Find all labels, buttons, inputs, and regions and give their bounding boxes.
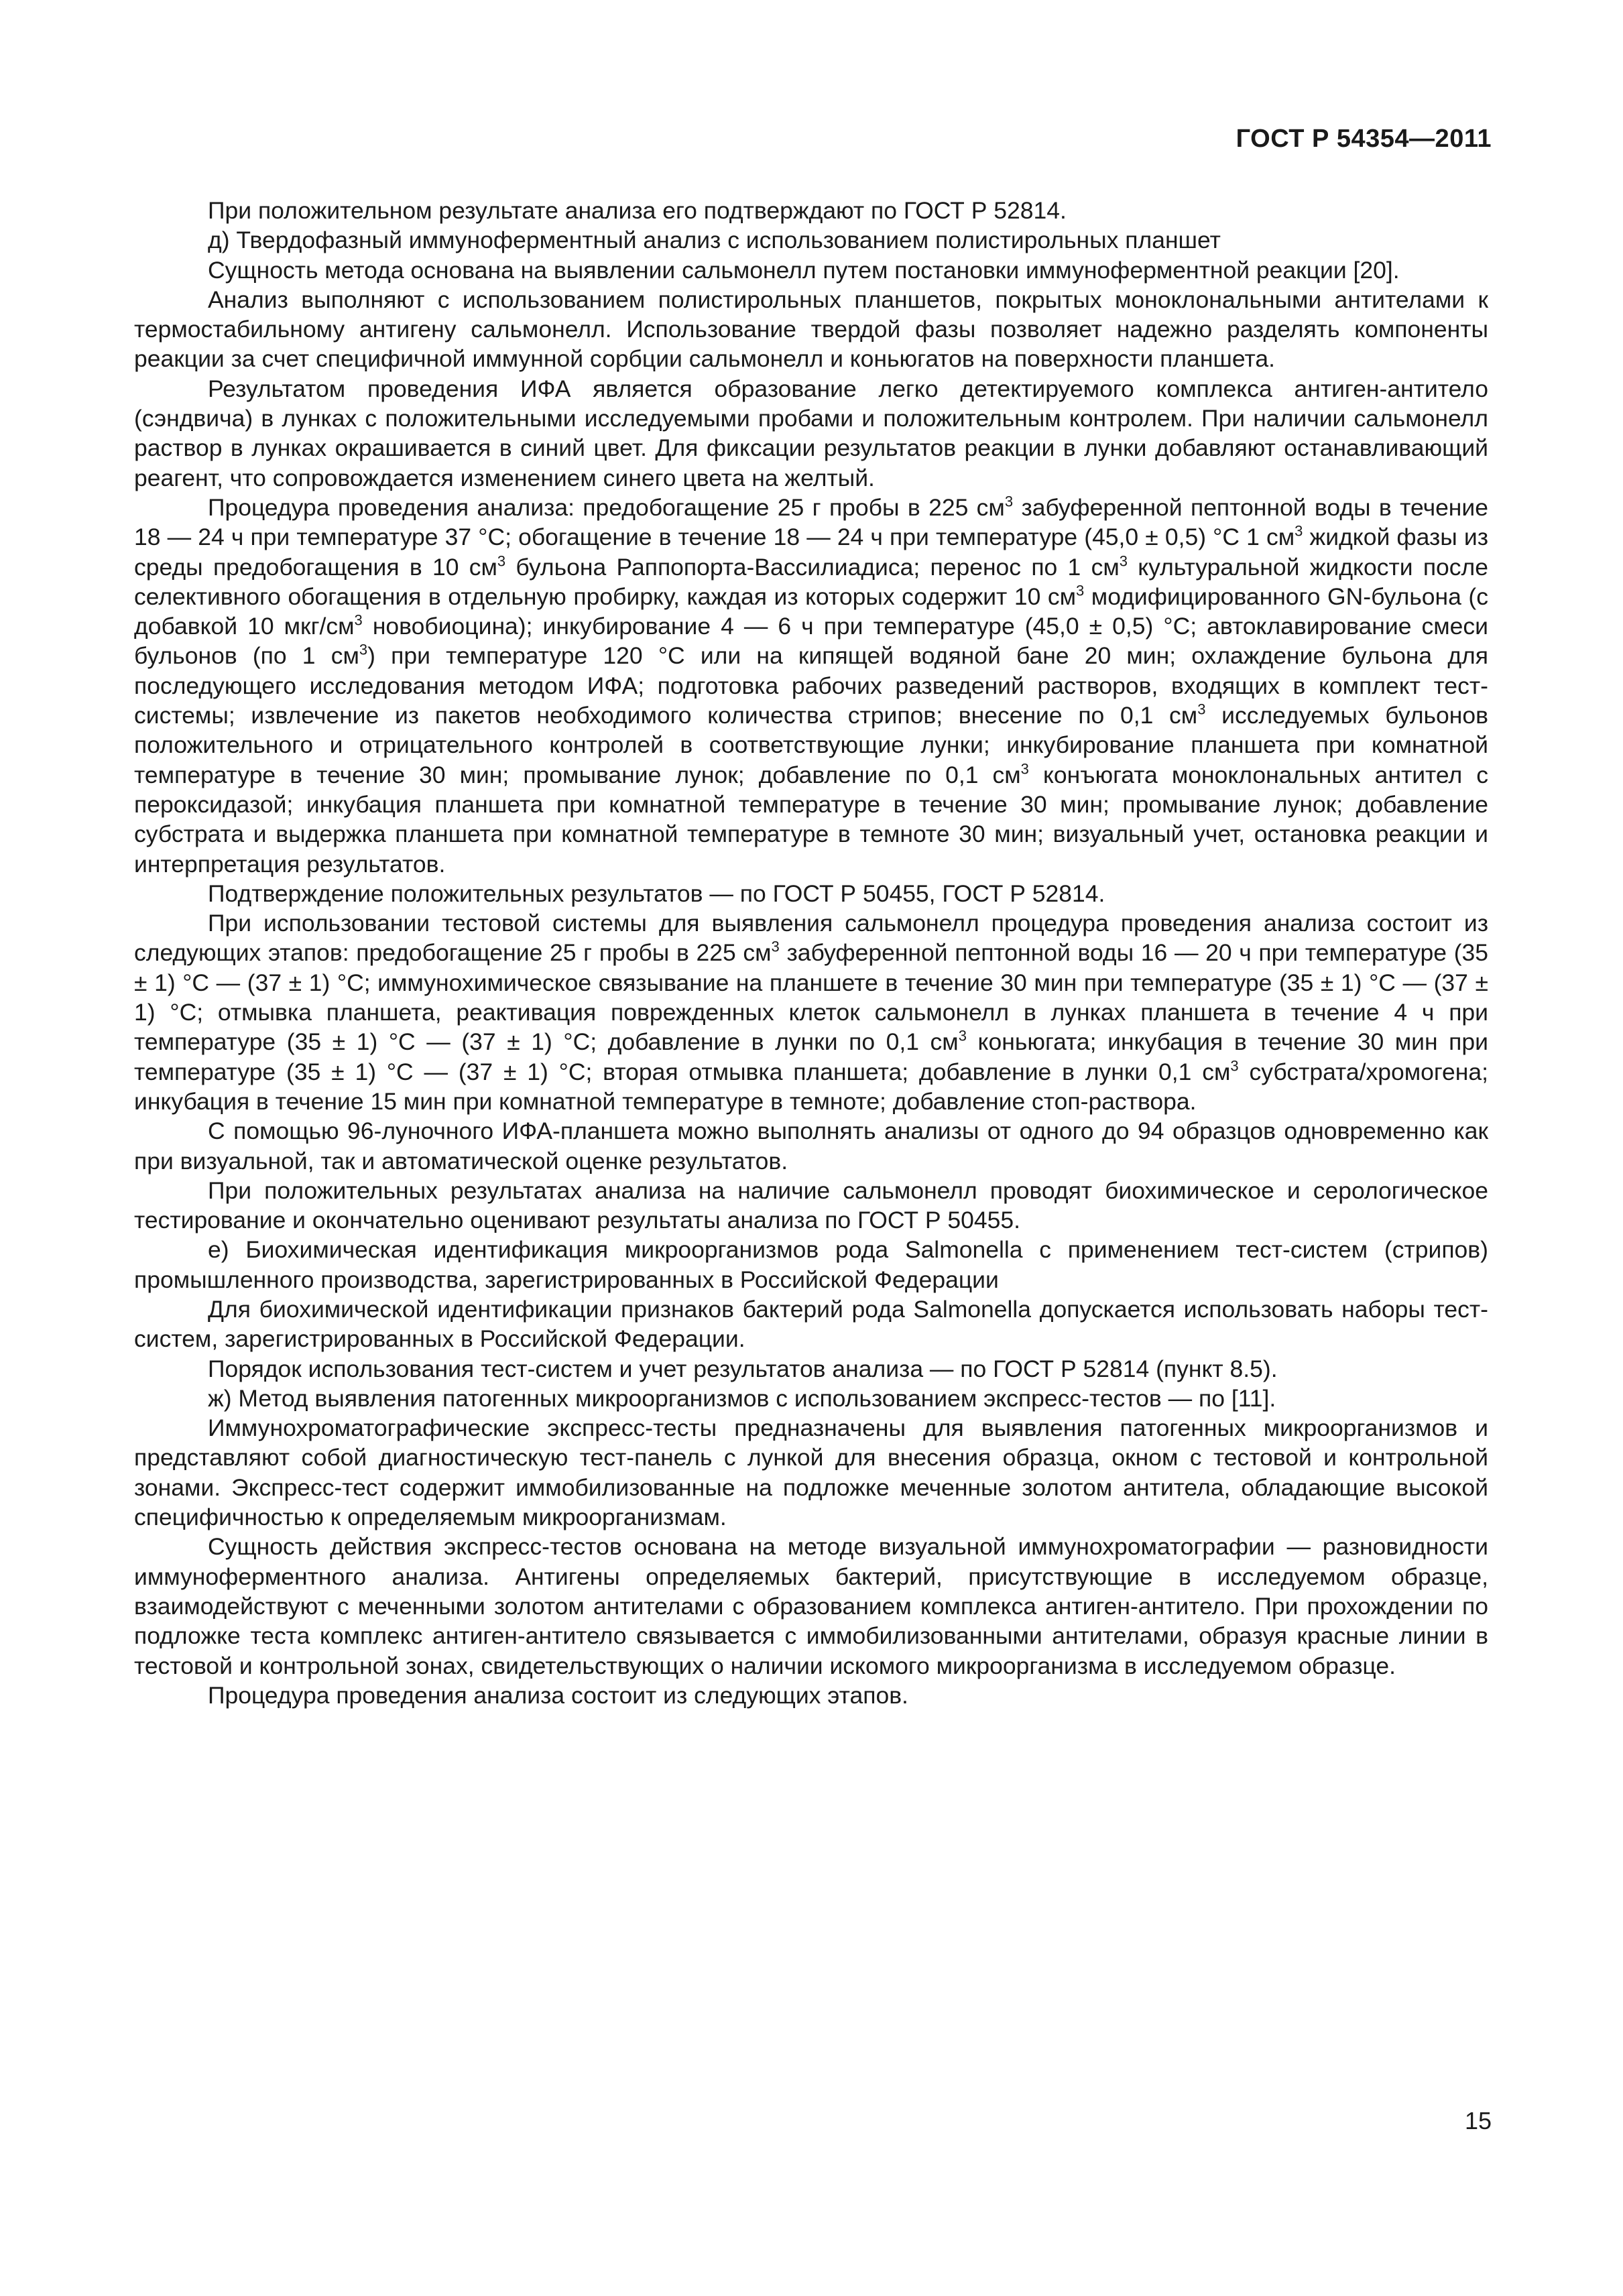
text-run: модифицированного GN-бульона (с добавкой 10 мкг/см <box>134 583 1488 640</box>
text-run: ) при температуре 120 °С или на кипящей водяной бане 20 мин; охлаждение бульона для последующего исследования методом ИФА; подготовка рабочих разведений растворов, входящих в комплект тест-системы; извлечение из пакетов необходимого количества стрипов; внесение по 0,1 см <box>134 642 1488 729</box>
text-run: д) Твердофазный иммуноферментный анализ с использованием полистирольных планшет <box>208 227 1221 254</box>
text-run: забуференной пептонной воды 16 — 20 ч при температуре (35 ± 1) °С — (37 ± 1) °С; иммунохимическое связывание на планшете в течение 30 мин при температуре (35 ± 1) °С — (37 ± 1) °С; отмывка планшета, реактивация поврежденных клеток сальмонелл в лунках планшета в течение 4 ч при температуре (35 ± 1) °С — (37 ± 1) °С; добавление в лунки по 0,1 см <box>134 939 1489 1056</box>
paragraph <box>134 255 1488 285</box>
text-run: исследуемых бульонов положительного и отрицательного контролей в соответствующие лунки; инкубирование планшета при комнатной температуре в течение 30 мин; промывание лунок; добавление по 0,1 см <box>134 702 1488 788</box>
text-run: ж) Метод выявления патогенных микроорганизмов с использованием экспресс-тестов — по [11]. <box>208 1384 1276 1412</box>
text-run: Результатом проведения ИФА является образование легко детектируемого комплекса антиген-антитело (сэндвича) в лунках с положительными исследуемыми пробами и положительным контролем. При наличии сальмонелл раствор в лунках окрашивается в синий цвет. Для фиксации результатов реакции в лунки добавляют останавливающий реагент, что сопровождается изменением синего цвета на желтый. <box>134 375 1488 491</box>
paragraph <box>134 1235 1488 1294</box>
paragraph <box>134 374 1488 493</box>
paragraph <box>134 196 1488 225</box>
text-run: конъюгата моноклональных антител с пероксидазой; инкубация планшета при комнатной температуре в течение 30 мин; промывание лунок; добавление субстрата и выдержка планшета при комнатной температуре в темноте 30 мин; визуальный учет, остановка реакции и интерпретация результатов. <box>134 761 1488 878</box>
paragraph <box>134 1681 1488 1710</box>
text-run: коньюгата; инкубация в течение 30 мин при температуре (35 ± 1) °С — (37 ± 1) °С; вторая отмывка планшета; добавление в лунки 0,1 см <box>134 1028 1488 1085</box>
text-run: субстрата/хромогена; инкубация в течение 15 мин при комнатной температуре в темноте; добавление стоп-раствора. <box>134 1058 1489 1115</box>
superscript: 3 <box>497 552 506 569</box>
superscript: 3 <box>1119 552 1128 569</box>
text-run: Иммунохроматографические экспресс-тесты предназначены для выявления патогенных микроорганизмов и представляют собой диагностическую тест-панель с лункой для внесения образца, окном с тестовой и контрольной зонами. Экспресс-тест содержит иммобилизованные на подложке меченные золотом антитела, обладающие высокой специфичностью к определяемым микроорганизмам. <box>134 1414 1488 1531</box>
paragraph <box>134 1116 1488 1176</box>
text-run: Процедура проведения анализа: предобогащение 25 г пробы в 225 см <box>208 493 1005 521</box>
text-run: жидкой фазы из среды предобогащения в 10 см <box>134 524 1488 581</box>
text-run: С помощью 96-луночного ИФА-планшета можно выполнять анализы от одного до 94 образцов одновременно как при визуальной, так и автоматической оценке результатов. <box>134 1117 1488 1174</box>
text-run: При использовании тестовой системы для выявления сальмонелл процедура проведения анализа состоит из следующих этапов: предобогащение 25 г пробы в 225 см <box>134 910 1488 967</box>
text-run: Сущность метода основана на выявлении сальмонелл путем постановки иммуноферментной реакции [20]. <box>208 256 1400 284</box>
text-run: Порядок использования тест-систем и учет результатов анализа — по ГОСТ Р 52814 (пункт 8.5). <box>208 1355 1278 1382</box>
text-run: При положительных результатах анализа на наличие сальмонелл проводят биохимическое и серологическое тестирование и окончательно оценивают результаты анализа по ГОСТ Р 50455. <box>134 1176 1488 1234</box>
text-run: е) Биохимическая идентификация микроорганизмов рода Salmonella с применением тест-систем (стрипов) промышленного производства, зарегистрированных в Российской Федерации <box>134 1236 1488 1293</box>
text-run: Для биохимической идентификации признаков бактерий рода Salmonella допускается использовать наборы тест-систем, зарегистрированных в Российской Федерации. <box>134 1295 1488 1353</box>
paragraph <box>134 1413 1488 1532</box>
superscript: 3 <box>359 641 368 658</box>
superscript: 3 <box>1076 582 1085 599</box>
text-run: забуференной пептонной воды в течение 18 — 24 ч при температуре 37 °С; обогащение в течение 18 — 24 ч при температуре (45,0 ± 0,5) °С 1 см <box>134 493 1488 551</box>
superscript: 3 <box>1295 522 1303 540</box>
superscript: 3 <box>354 611 363 629</box>
text-run: новобиоцина); инкубирование 4 — 6 ч при температуре (45,0 ± 0,5) °С; автоклавирование смеси бульонов (по 1 см <box>134 613 1488 670</box>
body-text <box>134 196 1488 1710</box>
text-run: бульона Раппопорта-Вассилиадиса; перенос по 1 см <box>505 553 1120 581</box>
superscript: 3 <box>958 1027 967 1044</box>
text-run: Сущность действия экспресс-тестов основана на методе визуальной иммунохроматографии — разновидности иммуноферментного анализа. Антигены определяемых бактерий, присутствующие в исследуемом образце, взаимодействуют с меченными золотом антителами с образованием комплекса антиген-антитело. При прохождении по подложке теста комплекс антиген-антитело связывается с иммобилизованными антителами, образуя красные линии в тестовой и контрольной зонах, свидетельствующих о наличии искомого микроорганизма в исследуемом образце. <box>134 1533 1488 1679</box>
text-run: Процедура проведения анализа состоит из следующих этапов. <box>208 1681 908 1709</box>
text-run: культуральной жидкости после селективного обогащения в отдельную пробирку, каждая из которых содержит 10 см <box>134 553 1488 610</box>
text-run: При положительном результате анализа его подтверждают по ГОСТ Р 52814. <box>208 197 1067 224</box>
paragraph <box>134 908 1488 1116</box>
text-run: Анализ выполняют с использованием полистирольных планшетов, покрытых моноклональными антителами к термостабильному антигену сальмонелл. Использование твердой фазы позволяет надежно разделять компоненты реакции за счет специфичной иммунной сорбции сальмонелл и коньюгатов на поверхности планшета. <box>134 286 1488 373</box>
standard-code-header: ГОСТ Р 54354—2011 <box>1236 125 1492 153</box>
superscript: 3 <box>1020 760 1029 777</box>
paragraph <box>134 285 1488 374</box>
paragraph <box>134 879 1488 908</box>
text-run: Подтверждение положительных результатов — по ГОСТ Р 50455, ГОСТ Р 52814. <box>208 880 1105 907</box>
superscript: 3 <box>1004 493 1014 510</box>
paragraph <box>134 1176 1488 1235</box>
superscript: 3 <box>771 938 780 955</box>
superscript: 3 <box>1197 701 1206 718</box>
paragraph <box>134 1294 1488 1354</box>
paragraph <box>134 225 1488 255</box>
paragraph <box>134 493 1488 879</box>
paragraph <box>134 1354 1488 1384</box>
page-number: 15 <box>1464 2107 1492 2134</box>
paragraph <box>134 1384 1488 1413</box>
superscript: 3 <box>1230 1056 1239 1074</box>
paragraph <box>134 1532 1488 1680</box>
